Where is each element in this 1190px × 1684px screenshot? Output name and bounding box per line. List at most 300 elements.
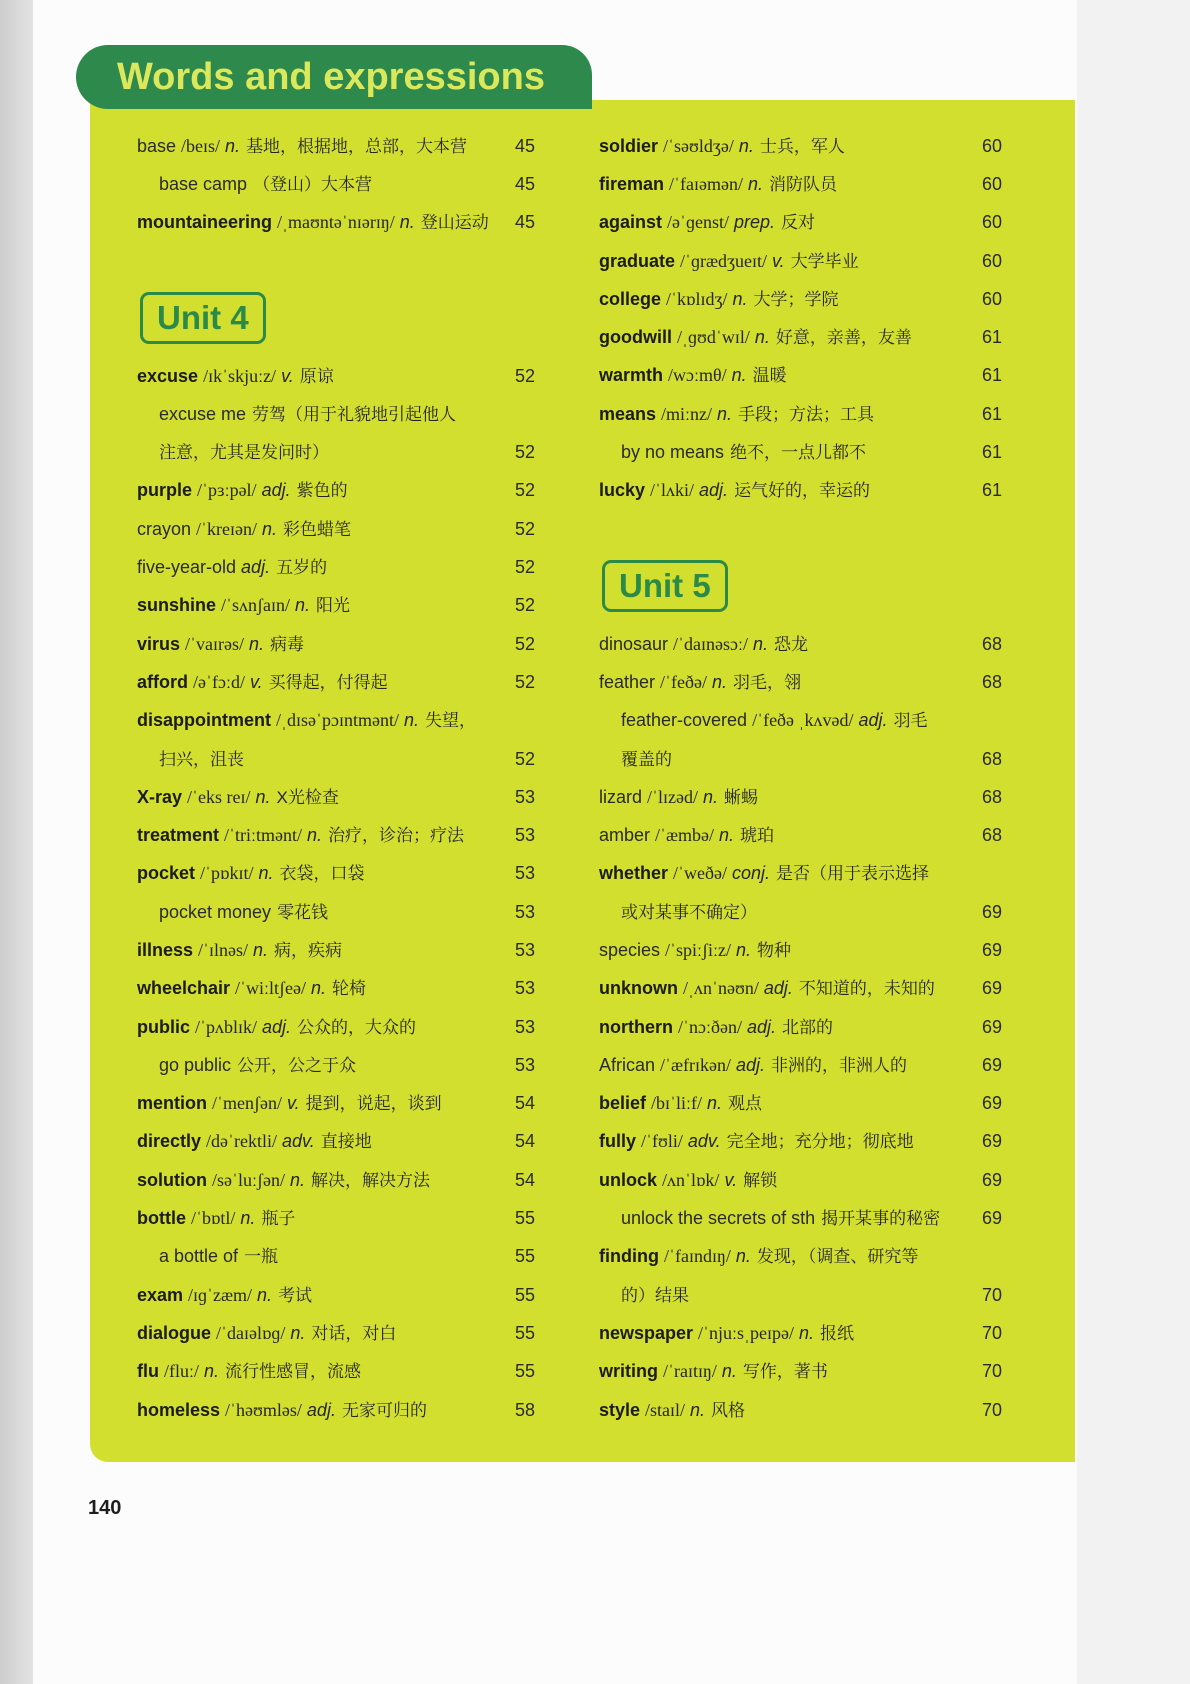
page-reference: 68 [981, 825, 1002, 846]
part-of-speech: adj. [763, 978, 793, 999]
part-of-speech: adj. [858, 710, 888, 731]
definition: 是否（用于表示选择 [776, 864, 930, 884]
headword: lizard [599, 786, 643, 807]
part-of-speech: n. [295, 595, 311, 616]
definition: 彩色蜡笔 [283, 519, 352, 539]
phonetic: /ˈnɔːðən/ [678, 1016, 742, 1037]
phonetic: /ˌmaʊntəˈnɪərɪŋ/ [277, 212, 395, 233]
definition: 一瓶 [244, 1247, 279, 1267]
page-reference: 55 [514, 1284, 535, 1305]
page-reference: 60 [981, 173, 1002, 194]
page-reference: 69 [981, 1131, 1002, 1152]
headword: goodwill [599, 327, 672, 348]
phonetic: /wɔːmθ/ [668, 365, 727, 386]
entry-text [159, 172, 505, 197]
phrase: excuse me [159, 403, 247, 424]
phonetic: /əˈfɔːd/ [193, 671, 245, 692]
entry-text [599, 210, 972, 235]
entry-text [621, 747, 972, 772]
vocab-entry [137, 127, 535, 165]
definition: 原谅 [299, 366, 334, 386]
definition-continuation [137, 740, 535, 778]
vocab-entry [137, 855, 535, 893]
entry-text [599, 287, 972, 312]
page-reference: 60 [981, 250, 1002, 271]
headword: means [599, 403, 657, 424]
page-reference: 60 [981, 135, 1002, 156]
unit-heading: Unit 5 [602, 560, 728, 612]
definition: 阳光 [316, 596, 351, 616]
vocab-entry [137, 625, 535, 663]
definition-continuation-text: 的）结果 [621, 1285, 689, 1305]
definition: 提到，说起，谈到 [305, 1094, 442, 1114]
vocab-entry [599, 1085, 1002, 1123]
unit-block [137, 242, 535, 357]
headword: five-year-old [137, 557, 237, 578]
definition: 失望， [424, 711, 476, 731]
vocab-entry [599, 1046, 1002, 1084]
part-of-speech: n. [258, 863, 274, 884]
phonetic: /əˈɡenst/ [667, 212, 730, 233]
page-reference: 68 [981, 671, 1002, 692]
definition-continuation [137, 433, 535, 471]
entry-text [137, 785, 505, 810]
page-reference: 70 [981, 1284, 1002, 1305]
definition: 轮椅 [332, 979, 367, 999]
vocab-entry [599, 165, 1002, 203]
vocab-entry [137, 1353, 535, 1391]
part-of-speech: n. [736, 939, 752, 960]
part-of-speech: adj. [241, 557, 271, 578]
unit-block [599, 510, 1002, 625]
entry-text [137, 134, 505, 159]
page-reference: 55 [514, 1208, 535, 1229]
phonetic: /ˈfeðə ˌkʌvəd/ [752, 710, 854, 731]
phrase: base camp [159, 173, 248, 194]
definition-continuation [599, 740, 1002, 778]
headword: bottle [137, 1208, 186, 1229]
page-reference: 58 [514, 1399, 535, 1420]
phonetic: /ˈfaɪəmən/ [669, 173, 743, 194]
entry-text [137, 555, 505, 580]
entry-text [159, 747, 505, 772]
headword: illness [137, 939, 194, 960]
definition: 大学毕业 [790, 251, 859, 271]
headword: amber [599, 825, 651, 846]
phonetic: /ˈkɒlɪdʒ/ [666, 288, 728, 309]
entry-text [137, 517, 505, 542]
entry-text [137, 1129, 505, 1154]
headword: wheelchair [137, 978, 231, 999]
phonetic: /ˈkreɪən/ [196, 518, 258, 539]
definition: 无家可归的 [341, 1400, 427, 1420]
entry-text [599, 363, 972, 388]
vocab-entry [599, 1123, 1002, 1161]
definition: 治疗，诊治；疗法 [328, 826, 465, 846]
part-of-speech: n. [249, 633, 265, 654]
entry-text [137, 708, 535, 733]
page-reference: 53 [514, 1016, 535, 1037]
vocab-entry [599, 1238, 1002, 1276]
part-of-speech: n. [240, 1208, 256, 1229]
vocab-entry [137, 970, 535, 1008]
definition: 北部的 [782, 1017, 834, 1037]
definition: 解决，解决方法 [311, 1170, 430, 1190]
phonetic: /ˈæfrɪkən/ [660, 1054, 732, 1075]
definition: 病，疾病 [274, 940, 343, 960]
vocab-phrase [137, 893, 535, 931]
vocab-entry [599, 1353, 1002, 1391]
page-reference: 52 [514, 480, 535, 501]
vocab-phrase [599, 702, 1002, 740]
headword: crayon [137, 518, 192, 539]
part-of-speech: n. [262, 518, 278, 539]
definition: 不知道的，未知的 [798, 979, 935, 999]
entry-text [137, 1206, 505, 1231]
entry-text [137, 1091, 505, 1116]
vocab-entry [599, 1391, 1002, 1429]
entry-text [599, 134, 972, 159]
page-reference: 52 [514, 671, 535, 692]
definition: 温暖 [752, 366, 787, 386]
entry-text [621, 440, 972, 465]
definition: 风格 [711, 1400, 746, 1420]
phonetic: /staɪl/ [645, 1399, 686, 1420]
part-of-speech: n. [753, 633, 769, 654]
headword: fireman [599, 173, 665, 194]
page-reference: 69 [981, 978, 1002, 999]
entry-text [137, 210, 505, 235]
part-of-speech: n. [719, 825, 735, 846]
entry-text [159, 900, 505, 925]
headword: homeless [137, 1399, 221, 1420]
entry-text [159, 1053, 505, 1078]
definition: 绝不，一点儿都不 [730, 443, 867, 463]
definition: 运气好的，幸运的 [734, 481, 871, 501]
entry-text [137, 478, 505, 503]
page-reference: 54 [514, 1093, 535, 1114]
part-of-speech: prep. [734, 212, 776, 233]
unit-heading: Unit 4 [140, 292, 266, 344]
phonetic: /ˈeks reɪ/ [187, 786, 251, 807]
vocab-entry [137, 1391, 535, 1429]
part-of-speech: n. [748, 173, 764, 194]
headword: mention [137, 1093, 207, 1114]
vocab-phrase [137, 395, 535, 433]
entry-text [137, 1398, 505, 1423]
headword: whether [599, 863, 669, 884]
entry-text [599, 249, 972, 274]
entry-text [137, 632, 505, 657]
vocab-phrase [137, 1238, 535, 1276]
page-reference: 53 [514, 786, 535, 807]
entry-text [599, 1321, 972, 1346]
page-reference: 69 [981, 1169, 1002, 1190]
definition: 反对 [781, 213, 816, 233]
page-reference: 52 [514, 557, 535, 578]
definition: 琥珀 [740, 826, 775, 846]
phonetic: /ˌdɪsəˈpɔɪntmənt/ [276, 710, 399, 731]
definition-continuation-text: 扫兴，沮丧 [159, 749, 244, 769]
definition: 发现，（调查、研究等 [756, 1247, 919, 1267]
entry-text [599, 823, 972, 848]
headword: dialogue [137, 1322, 212, 1343]
part-of-speech: n. [712, 671, 728, 692]
phonetic: /ˈfeðə/ [660, 671, 708, 692]
part-of-speech: adj. [699, 480, 729, 501]
vocab-entry [599, 1161, 1002, 1199]
phrase: go public [159, 1054, 232, 1075]
part-of-speech: n. [735, 1246, 751, 1267]
vocab-entry [599, 1314, 1002, 1352]
left-column [137, 127, 535, 1429]
phonetic: /beɪs/ [181, 135, 221, 156]
page-reference: 60 [981, 288, 1002, 309]
phonetic: /ˈdaɪəlɒɡ/ [216, 1322, 286, 1343]
vocab-phrase [599, 1199, 1002, 1237]
headword: African [599, 1054, 656, 1075]
page-reference: 45 [514, 212, 535, 233]
entry-text [621, 900, 972, 925]
page-reference: 61 [981, 327, 1002, 348]
phonetic: /ˈfʊli/ [641, 1131, 683, 1152]
entry-text [599, 976, 972, 1001]
phrase: a bottle of [159, 1246, 239, 1267]
entry-text [599, 478, 972, 503]
definition: 瓶子 [261, 1209, 296, 1229]
part-of-speech: n. [307, 825, 323, 846]
entry-text [599, 1053, 972, 1078]
page-reference: 60 [981, 212, 1002, 233]
page-reference: 53 [514, 1054, 535, 1075]
phonetic: /miːnz/ [661, 403, 713, 424]
part-of-speech: v. [281, 365, 294, 386]
vocab-phrase [599, 433, 1002, 471]
definition: 写作，著书 [742, 1362, 828, 1382]
definition: 五岁的 [276, 558, 328, 578]
vocab-phrase [137, 165, 535, 203]
headword: solution [137, 1169, 207, 1190]
entry-text [599, 938, 972, 963]
definition: 物种 [757, 940, 792, 960]
headword: dinosaur [599, 633, 669, 654]
page-reference: 68 [981, 748, 1002, 769]
entry-text [599, 670, 972, 695]
phonetic: /fluː/ [164, 1361, 199, 1382]
definition: 对话，对白 [311, 1323, 397, 1343]
entry-text [621, 1206, 972, 1231]
entry-text [137, 1321, 505, 1346]
definition: 羽毛 [893, 711, 928, 731]
phonetic: /bɪˈliːf/ [651, 1093, 703, 1114]
vocab-entry [137, 1161, 535, 1199]
entry-text [621, 1283, 972, 1308]
phonetic: /ˈɡrædʒueɪt/ [680, 250, 768, 271]
page-reference: 52 [514, 442, 535, 463]
part-of-speech: n. [290, 1322, 306, 1343]
phonetic: /səˈluːʃən/ [212, 1169, 285, 1190]
vocab-entry [599, 970, 1002, 1008]
definition: 劳驾（用于礼貌地引起他人 [252, 404, 457, 424]
phonetic: /ˈbɒtl/ [191, 1208, 236, 1229]
definition: 衣袋，口袋 [279, 864, 365, 884]
part-of-speech: adv. [282, 1131, 315, 1152]
part-of-speech: adv. [687, 1131, 721, 1152]
entry-text [159, 1244, 505, 1269]
headword: virus [137, 633, 181, 654]
vocab-entry [137, 1085, 535, 1123]
phonetic: /ˈsʌnʃaɪn/ [221, 595, 291, 616]
part-of-speech: n. [731, 365, 747, 386]
vocab-entry [137, 1123, 535, 1161]
definition: 公众的，大众的 [297, 1017, 417, 1037]
part-of-speech: v. [286, 1093, 300, 1114]
page-reference: 61 [981, 403, 1002, 424]
definition: 非洲的，非洲人的 [771, 1055, 908, 1075]
headword: college [599, 288, 662, 309]
headword: excuse [137, 365, 199, 386]
definition-continuation [599, 1276, 1002, 1314]
vocab-entry [599, 242, 1002, 280]
page-reference: 69 [981, 901, 1002, 922]
page-reference: 69 [981, 1093, 1002, 1114]
phonetic: /ˈfaɪndɪŋ/ [663, 1246, 731, 1267]
phonetic: /ˌɡʊdˈwɪl/ [676, 327, 750, 348]
vocab-entry [599, 931, 1002, 969]
definition: 观点 [728, 1094, 763, 1114]
part-of-speech: n. [204, 1361, 220, 1382]
part-of-speech: n. [253, 939, 269, 960]
vocab-entry [599, 318, 1002, 356]
part-of-speech: adj. [736, 1054, 766, 1075]
phonetic: /ˈlɪzəd/ [647, 786, 698, 807]
part-of-speech: n. [403, 710, 419, 731]
definition: 登山运动 [420, 213, 489, 233]
page-reference: 53 [514, 863, 535, 884]
entry-text [599, 1359, 972, 1384]
definition: 买得起，付得起 [268, 672, 388, 692]
entry-text [137, 861, 505, 886]
vocab-entry [137, 663, 535, 701]
vocab-entry [137, 1008, 535, 1046]
definition-continuation-text: 注意，尤其是发问时） [159, 443, 329, 463]
headword: finding [599, 1246, 659, 1267]
page-reference: 70 [981, 1399, 1002, 1420]
headword: X-ray [137, 786, 183, 807]
headword: unlock [599, 1169, 658, 1190]
folio-page-number: 140 [88, 1497, 122, 1519]
vocab-entry [599, 395, 1002, 433]
headword: fully [599, 1131, 637, 1152]
page-reference: 53 [514, 825, 535, 846]
vocab-entry [137, 472, 535, 510]
page-reference: 54 [514, 1131, 535, 1152]
vocab-entry [137, 816, 535, 854]
definition: 考试 [278, 1285, 313, 1305]
page-reference: 52 [514, 748, 535, 769]
headword: mountaineering [137, 212, 273, 233]
phrase: feather-covered [621, 710, 748, 731]
definition: 大学；学院 [753, 289, 839, 309]
entry-text [137, 670, 505, 695]
headword: afford [137, 671, 188, 692]
definition: 公开，公之于众 [237, 1055, 357, 1075]
entry-text [599, 861, 1002, 886]
part-of-speech: conj. [732, 863, 771, 884]
headword: flu [137, 1361, 159, 1382]
phonetic: /ʌnˈlɒk/ [662, 1169, 720, 1190]
part-of-speech: adj. [262, 1016, 292, 1037]
vocab-entry [137, 1199, 535, 1237]
right-column [599, 127, 1002, 1429]
entry-text [599, 172, 972, 197]
page-reference: 45 [514, 135, 535, 156]
entry-text [599, 402, 972, 427]
entry-text [137, 976, 505, 1001]
headword: unknown [599, 978, 678, 999]
entry-text [137, 938, 505, 963]
page-reference: 61 [981, 442, 1002, 463]
page-margin-shadow [0, 0, 33, 1684]
page-reference: 69 [981, 1016, 1002, 1037]
headword: pocket [137, 863, 196, 884]
phonetic: /ˈweðə/ [673, 863, 727, 884]
headword: style [599, 1399, 641, 1420]
phonetic: /ˈpʌblɪk/ [195, 1016, 257, 1037]
vocab-entry [137, 702, 535, 740]
part-of-speech: n. [257, 1284, 273, 1305]
vocab-entry [137, 1314, 535, 1352]
definition: 恐龙 [774, 634, 809, 654]
part-of-speech: n. [255, 786, 271, 807]
vocab-entry [599, 625, 1002, 663]
section-title: Words and expressions [117, 56, 545, 98]
section-title-tab [76, 45, 592, 109]
vocab-entry [599, 357, 1002, 395]
vocab-entry [137, 778, 535, 816]
phonetic: /ˈnjuːsˌpeɪpə/ [698, 1322, 795, 1343]
page-reference: 53 [514, 939, 535, 960]
definition: 消防队员 [769, 174, 838, 194]
page-reference: 61 [981, 480, 1002, 501]
phonetic: /ˈæmbə/ [655, 825, 715, 846]
phrase: pocket money [159, 901, 272, 922]
page-reference: 55 [514, 1361, 535, 1382]
definition-continuation-text: 覆盖的 [621, 749, 672, 769]
entry-text [137, 593, 505, 618]
part-of-speech: n. [738, 135, 754, 156]
part-of-speech: n. [289, 1169, 305, 1190]
headword: base [137, 135, 177, 156]
vocab-entry [137, 931, 535, 969]
phonetic: /ɪɡˈzæm/ [188, 1284, 253, 1305]
part-of-speech: n. [717, 403, 733, 424]
phonetic: /ˈvaɪrəs/ [185, 633, 245, 654]
phrase: unlock the secrets of sth [621, 1208, 816, 1229]
entry-text [599, 1091, 972, 1116]
phonetic: /ˈspiːʃiːz/ [665, 939, 732, 960]
phonetic: /ˈdaɪnəsɔː/ [673, 633, 749, 654]
headword: purple [137, 480, 193, 501]
entry-text [599, 1129, 972, 1154]
phonetic: /ˈpɒkɪt/ [200, 863, 254, 884]
definition: 基地，根据地，总部，大本营 [246, 136, 468, 156]
definition: （登山）大本营 [253, 174, 373, 194]
phonetic: /ɪkˈskjuːz/ [203, 365, 277, 386]
page-reference: 70 [981, 1361, 1002, 1382]
part-of-speech: n. [707, 1093, 723, 1114]
headword: against [599, 212, 663, 233]
